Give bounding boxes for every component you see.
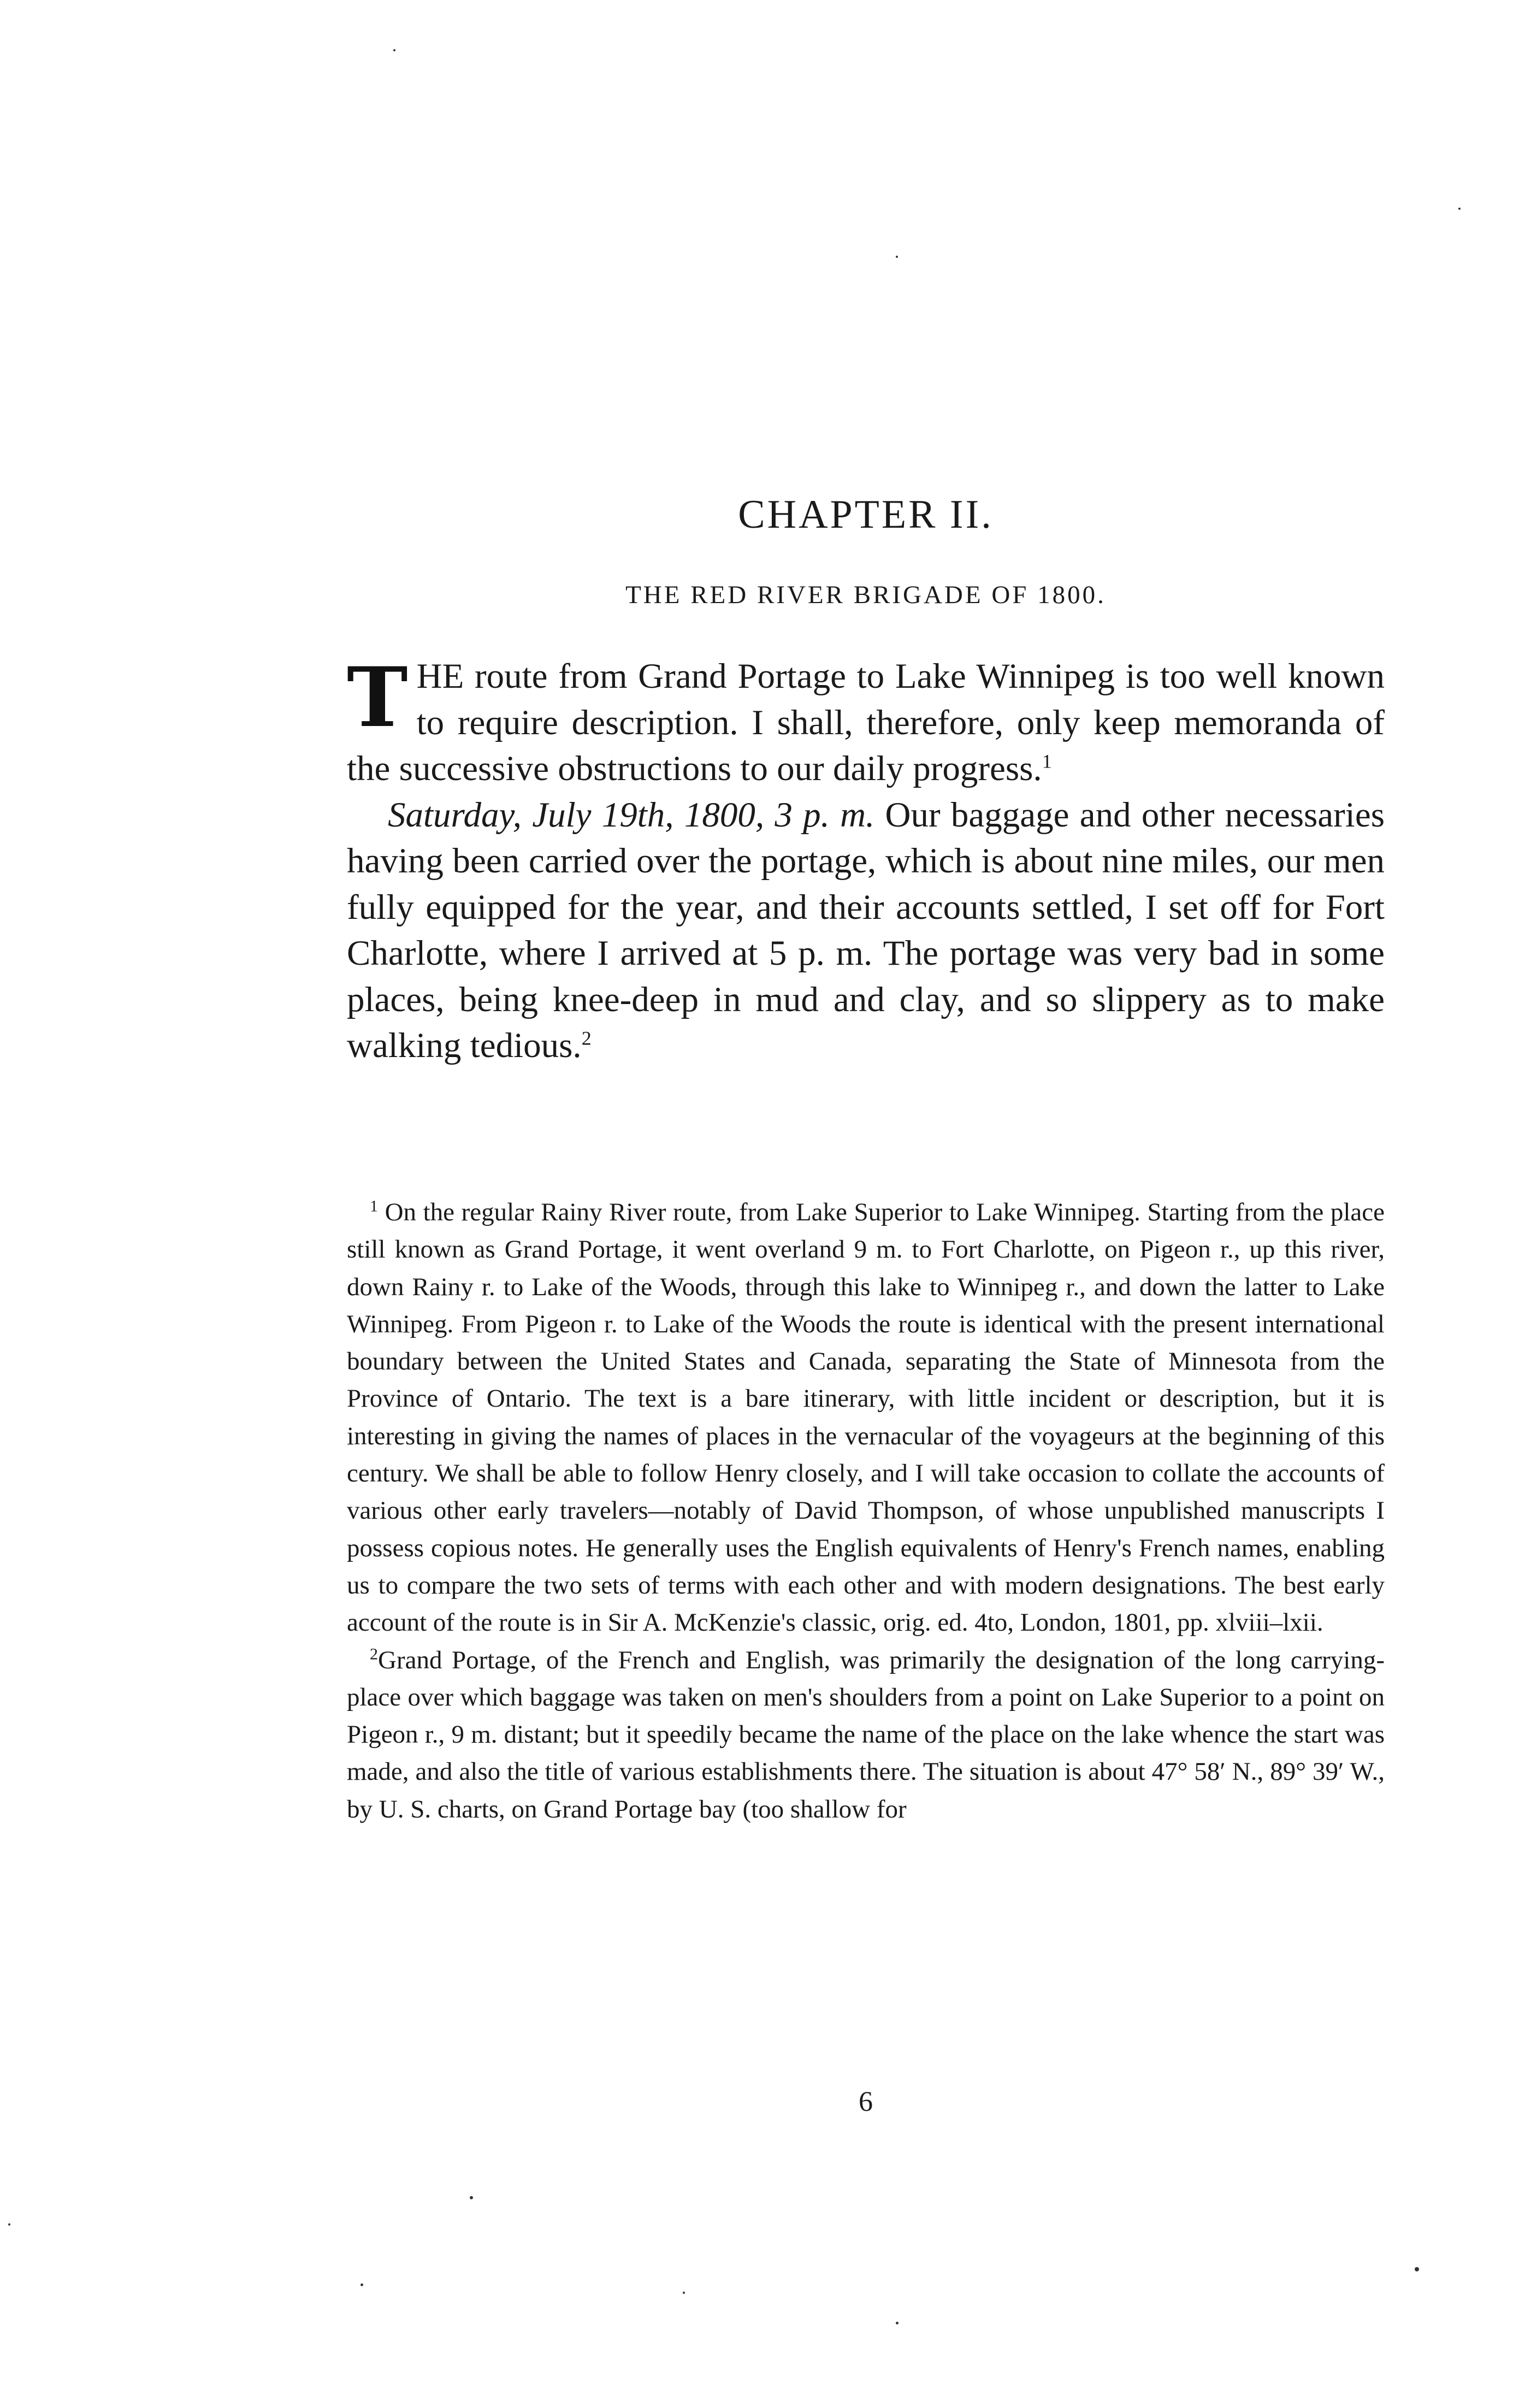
- drop-cap-initial: T: [347, 650, 408, 746]
- paragraph-1-text: HE route from Grand Portage to Lake Winnipeg is too well known to require description. I shall, therefore, only keep memoranda of the successive obstructions to our daily progress.: [347, 657, 1385, 788]
- scan-speck: [683, 2292, 685, 2294]
- footnote-1: [347, 1194, 1385, 1642]
- footnote-2: [347, 1642, 1385, 1828]
- footnote-text: On the regular Rainy River route, from Lake Superior to Lake Winnipeg. Starting from the place still known as Grand Portage, it went overland 9 m. to Fort Charlotte, on Pigeon r., up this river, down Rainy r. to Lake of the Woods, through this lake to Winnipeg r., and down the latter to Lake Winnipeg. From Pigeon r. to Lake of the Woods the route is identical with the present international boundary between the United States and Canada, separating the State of Minnesota from the Province of Ontario. The text is a bare itinerary, with little incident or description, but it is interesting in giving the names of places in the vernacular of the voyageurs at the beginning of this century. We shall be able to follow Henry closely, and I will take occasion to collate the accounts of various other early travelers—notably of David Thompson, of whose unpublished manuscripts I possess copious notes. He generally uses the English equivalents of Henry's French names, enabling us to compare the two sets of terms with each other and with modern designations. The best early account of the route is in Sir A. McKenzie's classic, orig. ed. 4to, London, 1801, pp. xlviii–lxii.: [347, 1198, 1385, 1637]
- scan-speck: [1415, 2267, 1419, 2271]
- page-number: 6: [859, 2086, 873, 2117]
- scan-speck: [360, 2283, 363, 2286]
- scan-speck: [896, 2322, 899, 2324]
- chapter-title: CHAPTER II.: [738, 492, 994, 537]
- body-text: [347, 650, 1385, 1069]
- footnote-ref: 1: [1042, 750, 1052, 772]
- footnotes: [347, 1194, 1385, 1828]
- scan-speck: [1458, 208, 1461, 210]
- scan-speck: [896, 256, 898, 258]
- scan-speck: [470, 2196, 473, 2199]
- footnote-marker: 1: [370, 1197, 378, 1215]
- paragraph-2: [347, 792, 1385, 1069]
- scan-speck: [8, 2223, 10, 2226]
- paragraph-2-text: Our baggage and other necessaries having been carried over the portage, which is about nine miles, our men fully equipped for the year, and their accounts settled, I set off for Fort Charlotte, where I arrived at 5 p. m. The portage was very bad in some places, being knee-deep in mud and clay, and so slippery as to make walking tedious.: [347, 795, 1385, 1065]
- chapter-subtitle: THE RED RIVER BRIGADE OF 1800.: [625, 581, 1106, 609]
- footnote-text: Grand Portage, of the French and English, was primarily the designation of the long carrying-place over which baggage was taken on men's shoulders from a point on Lake Superior to a point on Pigeon r., 9 m. distant; but it speedily became the name of the place on the lake whence the start was made, and also the title of various establishments there. The situation is about 47° 58′ N., 89° 39′ W., by U. S. charts, on Grand Portage bay (too shallow for: [347, 1645, 1385, 1823]
- paragraph-1: [347, 650, 1385, 792]
- scan-speck: [393, 49, 395, 51]
- footnote-marker: 2: [370, 1644, 378, 1663]
- dateline: Saturday, July 19th, 1800, 3 p. m.: [388, 795, 875, 835]
- footnote-ref: 2: [581, 1027, 592, 1049]
